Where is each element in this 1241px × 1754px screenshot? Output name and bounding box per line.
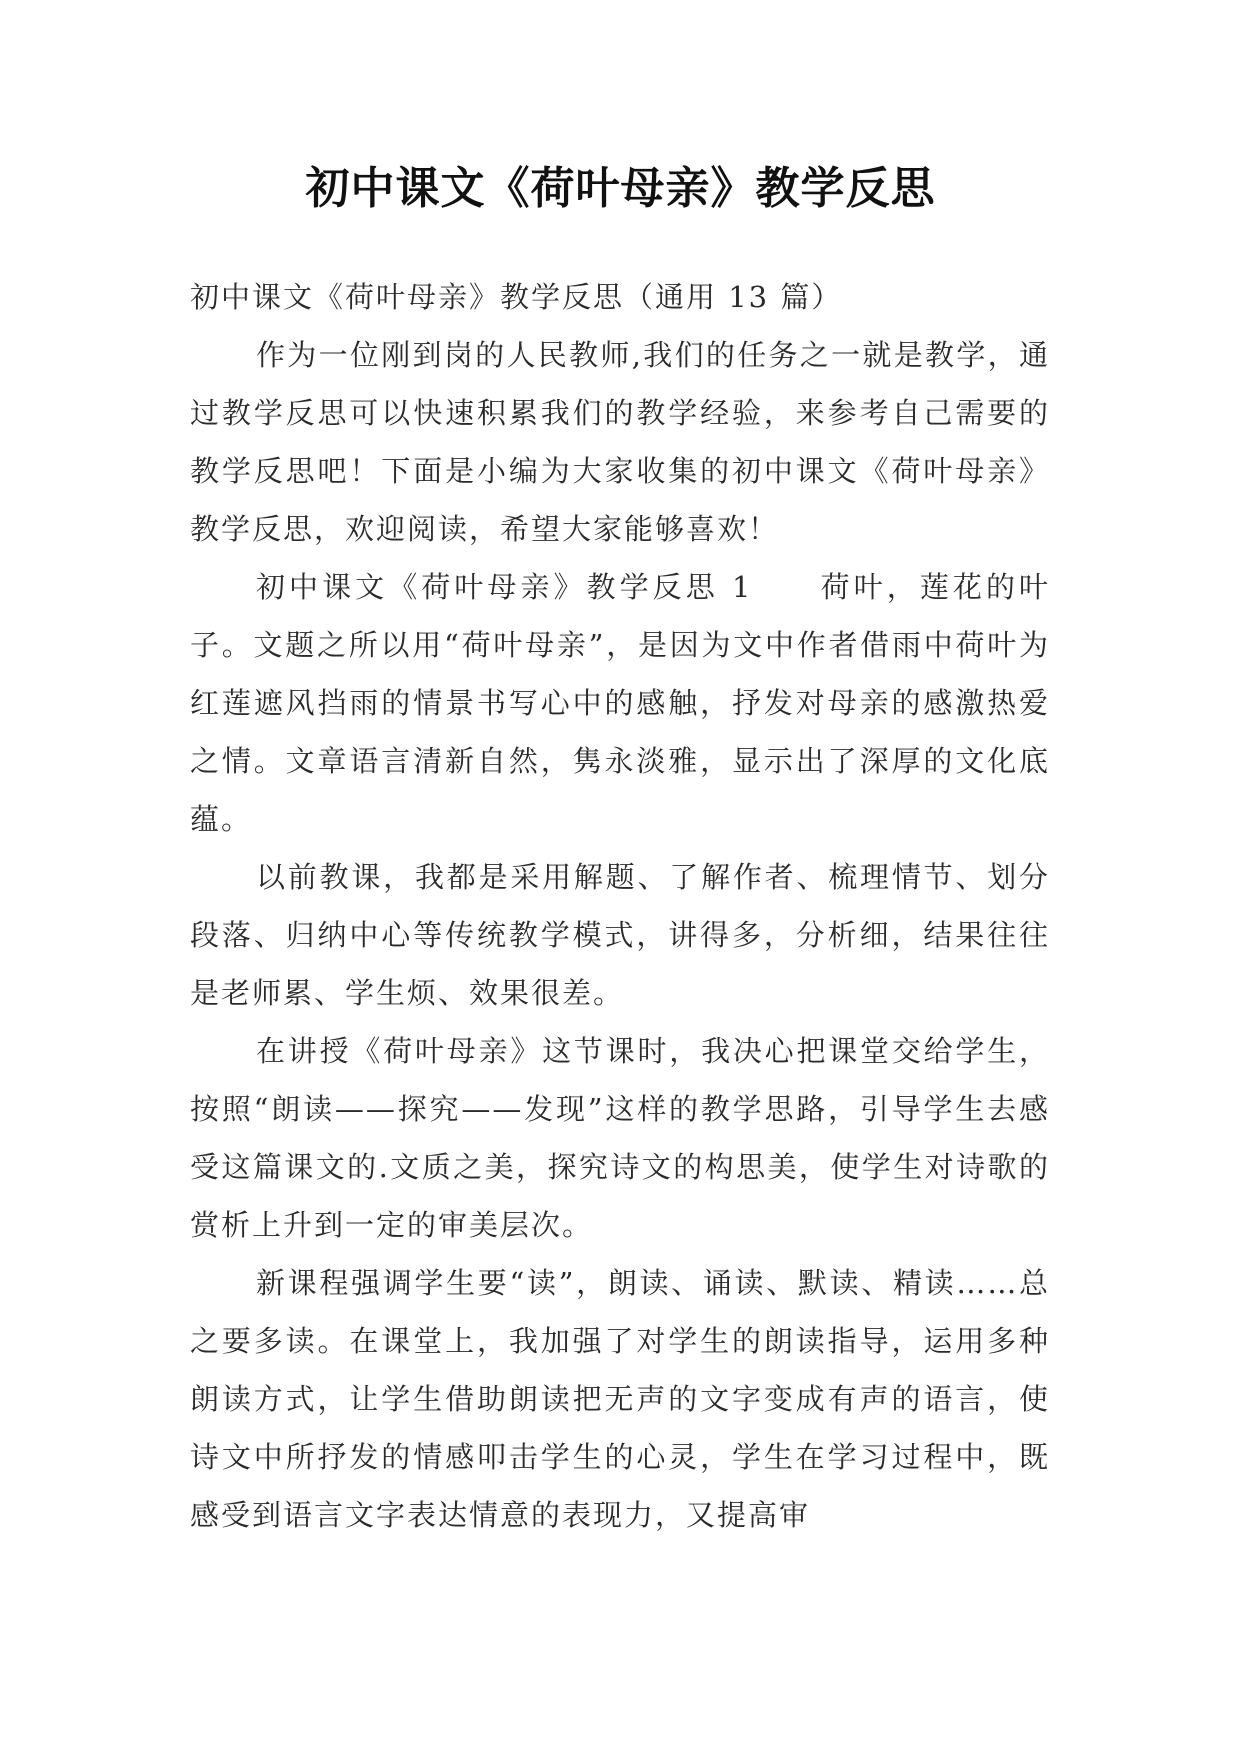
document-body xyxy=(190,268,1050,1544)
paragraph-reading-guidance: 新课程强调学生要“读”，朗读、诵读、默读、精读……总之要多读。在课堂上，我加强了对学生的朗读指导，运用多种朗读方式，让学生借助朗读把无声的文字变成有声的语言，使诗文中所抒发的情感叩击学生的心灵，学生在学习过程中，既感受到语言文字表达情意的表现力，又提高审 xyxy=(190,1266,1050,1532)
paragraph-lesson-approach: 在讲授《荷叶母亲》这节课时，我决心把课堂交给学生，按照“朗读——探究——发现”这样的教学思路，引导学生去感受这篇课文的.文质之美，探究诗文的构思美，使学生对诗歌的赏析上升到一定的审美层次。 xyxy=(190,1034,1050,1242)
document-subtitle: 初中课文《荷叶母亲》教学反思（通用 13 篇） xyxy=(190,280,843,314)
paragraph-reflection-1: 初中课文《荷叶母亲》教学反思 1 荷叶，莲花的叶子。文题之所以用“荷叶母亲”，是因为文中作者借雨中荷叶为红莲遮风挡雨的情景书写心中的感触，抒发对母亲的感激热爱之情。文章语言清新自然，隽永淡雅，显示出了深厚的文化底蕴。 xyxy=(190,570,1050,836)
paragraph-intro: 作为一位刚到岗的人民教师,我们的任务之一就是教学，通过教学反思可以快速积累我们的教学经验，来参考自己需要的教学反思吧！下面是小编为大家收集的初中课文《荷叶母亲》教学反思，欢迎阅读，希望大家能够喜欢！ xyxy=(190,338,1050,546)
document-title: 初中课文《荷叶母亲》教学反思 xyxy=(305,163,936,214)
paragraph-previous-teaching: 以前教课，我都是采用解题、了解作者、梳理情节、划分段落、归纳中心等传统教学模式，讲得多，分析细，结果往往是老师累、学生烦、效果很差。 xyxy=(190,860,1050,1010)
